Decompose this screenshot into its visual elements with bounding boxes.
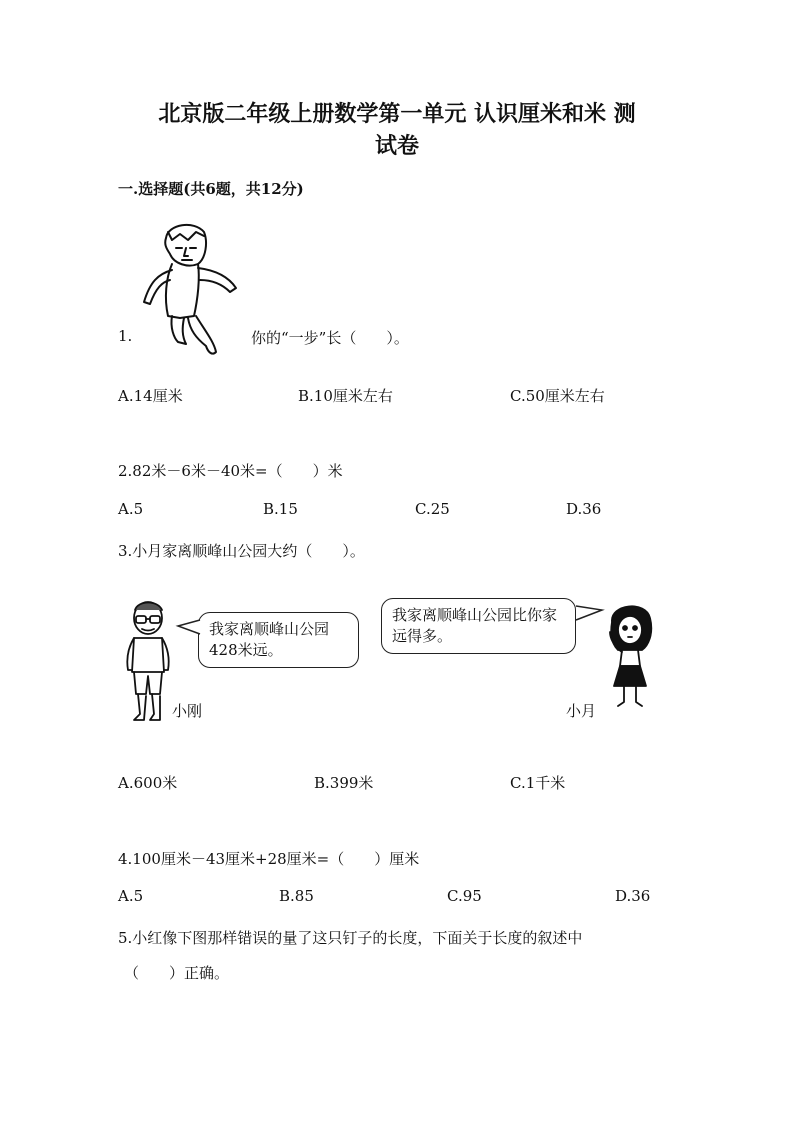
section-heading: 一.选择题(共6题，共12分) bbox=[118, 180, 304, 198]
page-title-continued: 试卷 bbox=[374, 133, 419, 159]
question-2-text: 2.82米－6米－40米=（ ）米 bbox=[118, 462, 343, 480]
question-3-option-b[interactable]: B.399米 bbox=[314, 774, 374, 792]
question-1-number: 1. bbox=[118, 327, 133, 345]
question-3-option-a[interactable]: A.600米 bbox=[118, 774, 178, 792]
question-5-text-line2: （ ）正确。 bbox=[124, 964, 230, 982]
speech-bubble-xiaogang-text: 我家离顺峰山公园428米远。 bbox=[209, 620, 330, 659]
question-4-option-a[interactable]: A.5 bbox=[118, 887, 144, 905]
question-2-option-a[interactable]: A.5 bbox=[118, 500, 144, 518]
speech-bubble-xiaoyue-text: 我家离顺峰山公园比你家远得多。 bbox=[392, 606, 558, 645]
question-4-option-d[interactable]: D.36 bbox=[615, 887, 651, 905]
question-2-option-b[interactable]: B.15 bbox=[263, 500, 298, 518]
speech-bubble-xiaoyue bbox=[381, 598, 576, 654]
speech-bubble-xiaogang bbox=[198, 612, 359, 668]
question-4-option-c[interactable]: C.95 bbox=[447, 887, 482, 905]
boy-xiaogang-illustration bbox=[120, 598, 176, 728]
question-5-text: 5.小红像下图那样错误的量了这只钉子的长度，下面关于长度的叙述中 bbox=[118, 929, 583, 947]
girl-xiaoyue-illustration bbox=[598, 600, 660, 712]
question-4-text: 4.100厘米－43厘米+28厘米=（ ）厘米 bbox=[118, 850, 420, 868]
question-3-text: 3.小月家离顺峰山公园大约（ ）。 bbox=[118, 542, 365, 560]
question-2-option-d[interactable]: D.36 bbox=[566, 500, 602, 518]
question-3-option-c[interactable]: C.1千米 bbox=[510, 774, 566, 792]
name-label-xiaogang: 小刚 bbox=[172, 702, 203, 720]
question-1-text: 你的“一步”长（ ）。 bbox=[251, 329, 409, 347]
speech-bubble-tail-left bbox=[176, 618, 202, 638]
question-1-option-a[interactable]: A.14厘米 bbox=[118, 387, 183, 405]
name-label-xiaoyue: 小月 bbox=[566, 702, 597, 720]
page-title: 北京版二年级上册数学第一单元 认识厘米和米 测 bbox=[158, 101, 636, 127]
question-1-option-b[interactable]: B.10厘米左右 bbox=[298, 387, 393, 405]
walking-person-illustration bbox=[136, 218, 248, 360]
question-1-option-c[interactable]: C.50厘米左右 bbox=[510, 387, 605, 405]
question-2-option-c[interactable]: C.25 bbox=[415, 500, 450, 518]
question-4-option-b[interactable]: B.85 bbox=[279, 887, 314, 905]
